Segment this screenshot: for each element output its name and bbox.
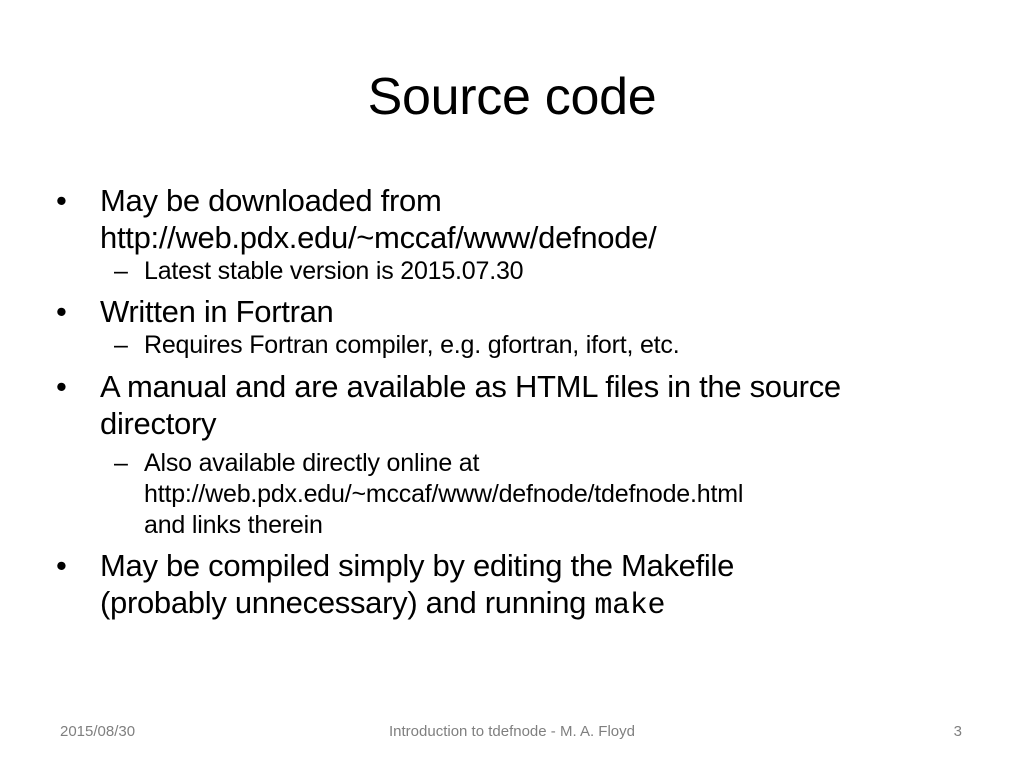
bullet-item-manual — [56, 368, 976, 442]
footer-title: Introduction to tdefnode - M. A. Floyd — [389, 723, 635, 740]
sub-item-text: Also available directly online at — [144, 449, 480, 477]
sub-item-online-manual — [56, 448, 976, 541]
bullet-item-download — [56, 182, 976, 256]
bullet-item-compile — [56, 547, 976, 625]
slide-title: Source code — [367, 68, 657, 126]
slide-body — [56, 182, 976, 625]
make-command: make — [594, 589, 666, 623]
dash-icon: – — [114, 449, 128, 477]
bullet-item-fortran — [56, 293, 976, 330]
bullet-icon: • — [56, 294, 67, 329]
footer-date: 2015/08/30 — [60, 723, 136, 740]
sub-item-stable-version — [56, 256, 976, 287]
download-url: http://web.pdx.edu/~mccaf/www/defnode/ — [100, 220, 657, 255]
manual-url: http://web.pdx.edu/~mccaf/www/defnode/tdefnode.html — [144, 480, 744, 508]
dash-icon: – — [114, 257, 128, 285]
bullet-text-line: Written in Fortran — [100, 294, 334, 329]
sub-item-text: Requires Fortran compiler, e.g. gfortran, ifort, etc. — [144, 331, 680, 359]
sub-item-compiler — [56, 330, 976, 361]
bullet-text-line: directory — [100, 406, 217, 441]
bullet-icon: • — [56, 548, 67, 583]
bullet-icon: • — [56, 183, 67, 218]
sub-item-text: Latest stable version is 2015.07.30 — [144, 257, 524, 285]
dash-icon: – — [114, 331, 128, 359]
bullet-icon: • — [56, 369, 67, 404]
bullet-text-line — [100, 584, 976, 625]
sub-item-text: and links therein — [144, 511, 323, 539]
bullet-text-line: May be downloaded from — [100, 183, 442, 218]
footer-page-number: 3 — [953, 723, 962, 740]
bullet-text-prefix: (probably unnecessary) and running — [100, 585, 595, 620]
bullet-text-line: A manual and are available as HTML files in the source — [100, 369, 841, 404]
bullet-text-line: May be compiled simply by editing the Makefile — [100, 548, 735, 583]
